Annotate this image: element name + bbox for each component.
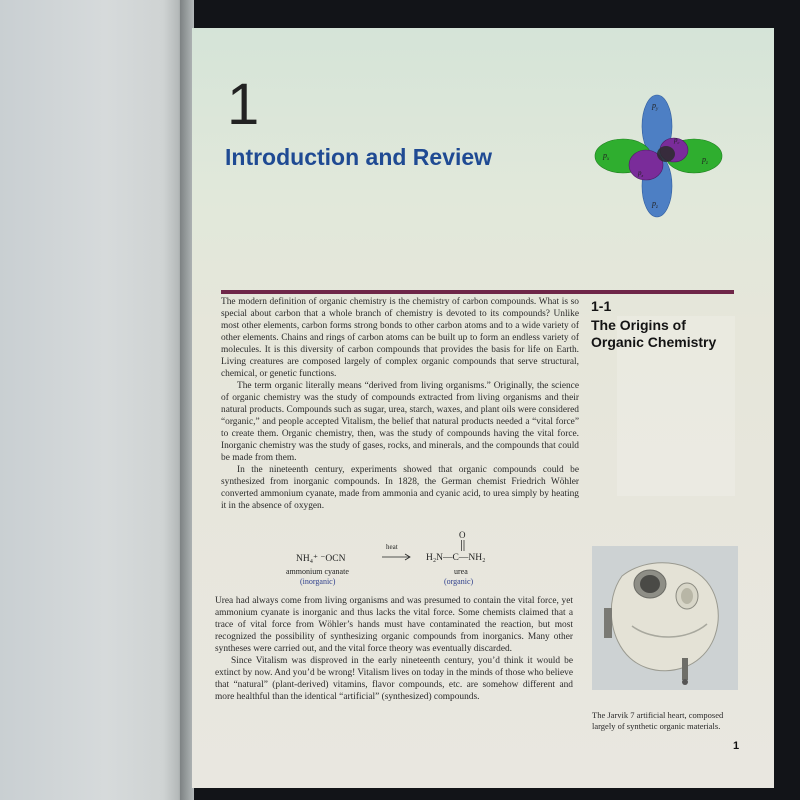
section-rule: [221, 290, 734, 294]
paragraph-5: Since Vitalism was disproved in the early nineteenth century, you’d think it would be extinct by now. And you’d be wrong! Vitalism lives on today in the minds of those who believe that “natural” (plant-derived) vitamins, flavor compounds, etc. are somehow different and more healthful than the identical “artificial” (synthesized) compounds.: [215, 656, 573, 702]
orbital-lobe-dark-center: [657, 146, 675, 162]
reactant-class: (inorganic): [300, 577, 336, 586]
paragraph-3: In the nineteenth century, experiments showed that organic compounds could be synthesized from inorganic compounds. In 1828, the German chemist Friedrich Wöhler converted ammonium cyanate, made from ammonia and cyanic acid, to urea simply by heating it in the absence of oxygen.: [221, 465, 579, 511]
page-number: 1: [733, 740, 740, 752]
chapter-number: 1: [227, 72, 260, 137]
photo-caption: The Jarvik 7 artificial heart, composed largely of synthetic organic materials.: [592, 710, 724, 731]
artificial-heart-illustration: [592, 546, 738, 690]
orbital-label-pz-right: $p_z$: [702, 155, 708, 166]
reaction-arrow: [382, 553, 412, 561]
lower-body-text: [215, 595, 573, 703]
section-title: The Origins of Organic Chemistry: [591, 317, 717, 350]
orbital-label-pz: $p_z$: [638, 169, 644, 178]
paragraph-2: The term organic literally means “derived from living organisms.” Originally, the science of organic chemistry was the study of compounds extracted from living organisms and their natural products. Compounds such as sugar, urea, starch, waxes, and plant oils were considered “organic,” and people accepted Vitalism, the belief that natural products needed a “vital force” to create them. Organic chemistry, then, was the study of compounds having the vital force. Inorganic chemistry was the study of gases, rocks, and minerals, and the compounds that could be made from them.: [221, 381, 579, 463]
product-class: (organic): [444, 577, 474, 586]
section-heading: [591, 298, 731, 351]
orbital-label-py: $p_y$: [652, 101, 659, 112]
product-formula: H₂N—C—NH₂: [426, 553, 486, 563]
chapter-title: Introduction and Review: [225, 144, 493, 170]
reaction-condition: heat: [386, 543, 398, 551]
section-number: 1-1: [591, 298, 612, 314]
main-body-text: [221, 296, 579, 512]
product-oxygen: O: [459, 530, 466, 540]
double-bond: [460, 540, 466, 552]
p-orbital-diagram: [594, 94, 724, 219]
left-page: [0, 0, 192, 800]
reactant-name: ammonium cyanate: [286, 567, 349, 576]
paragraph-4: Urea had always come from living organisms and was presumed to contain the vital force, yet ammonium cyanate is inorganic and thus lacks the vital force. Some chemists claimed that a trace of vital force from Wöhler’s hands must have contaminated the reaction, but most recognized the possibility of synthesizing organic compounds from inorganics. Many other syntheses were carried out, and the vital force theory was eventually discarded.: [215, 596, 573, 654]
orbital-label-pc: $p_c$: [674, 136, 680, 145]
urea-reaction: [286, 530, 536, 591]
orbital-label-pz-bottom: $p_z$: [652, 199, 658, 210]
product-name: urea: [454, 567, 468, 576]
reactant-formula: NH₄⁺ ⁻OCN: [296, 554, 346, 564]
orbital-label-px: $p_x$: [603, 151, 610, 162]
book-page: [192, 28, 774, 788]
artificial-heart-photo: [592, 546, 738, 690]
paragraph-1: The modern definition of organic chemistry is the chemistry of carbon compounds. What is so special about carbon that a whole branch of chemistry is devoted to its compounds? Unlike most other elements, carbon forms strong bonds to other carbon atoms and to a wide variety of other elements. Chains and rings of carbon atoms can be built up to form an endless variety of molecules. It is this diversity of carbon compounds that provides the basis for life on Earth. Living creatures are composed largely of complex organic compounds that serve structural, chemical, or genetic functions.: [221, 297, 579, 379]
